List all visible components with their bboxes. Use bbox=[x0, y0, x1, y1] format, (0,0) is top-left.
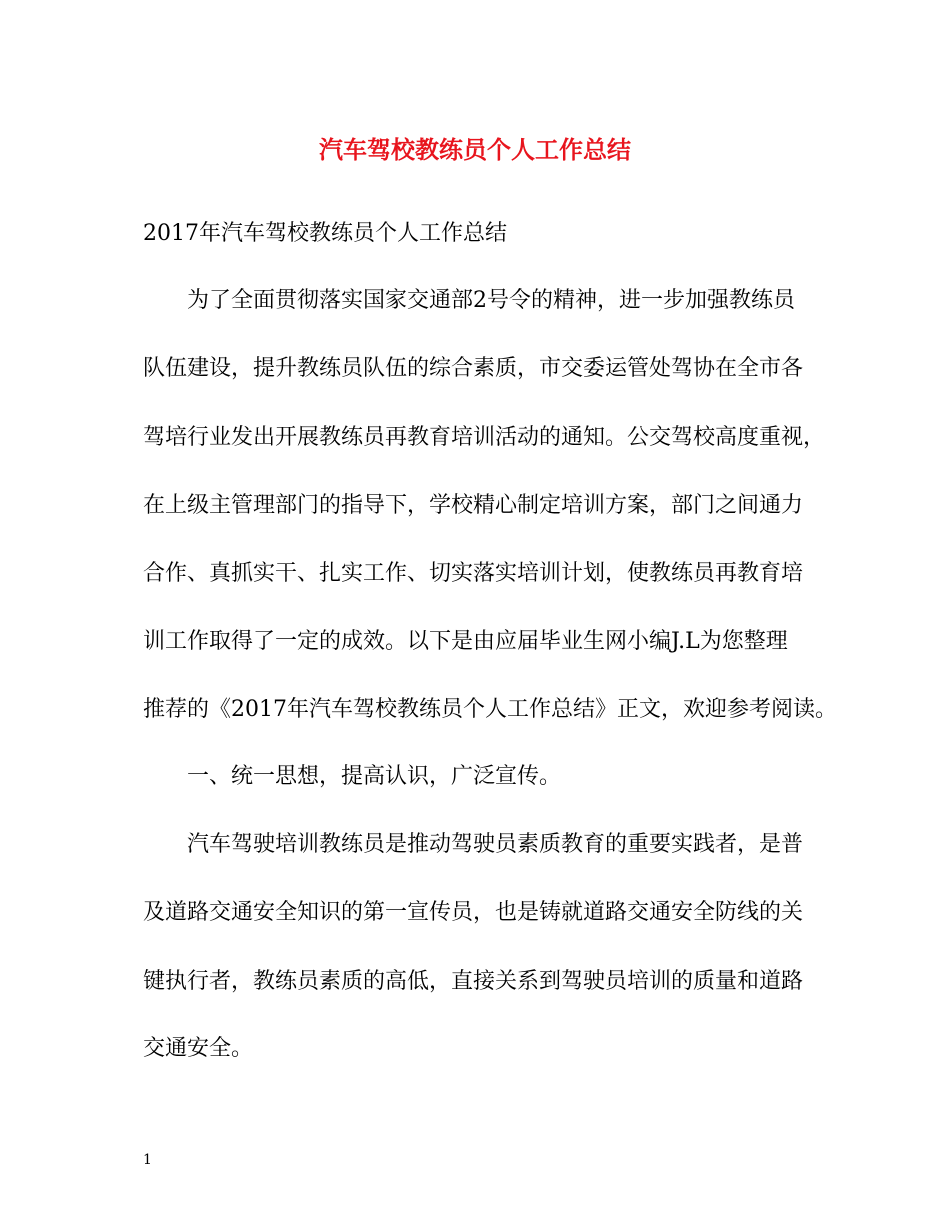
section-heading: 一、统一思想，提高认识，广泛宣传。 bbox=[187, 764, 562, 789]
paragraph-line: 在上级主管理部门的指导下，学校精心制定培训方案，部门之间通力 bbox=[143, 493, 804, 518]
page-number: 1 bbox=[143, 1152, 152, 1168]
paragraph-line: 推荐的《2017年汽车驾校教练员个人工作总结》正文，欢迎参考阅读。 bbox=[143, 697, 837, 722]
paragraph-line: 合作、真抓实干、扎实工作、切实落实培训计划，使教练员再教育培 bbox=[143, 561, 804, 586]
paragraph-line: 键执行者，教练员素质的高低，直接关系到驾驶员培训的质量和道路 bbox=[143, 969, 804, 994]
paragraph-line: 汽车驾驶培训教练员是推动驾驶员素质教育的重要实践者，是普 bbox=[187, 832, 804, 857]
paragraph-line: 交通安全。 bbox=[143, 1036, 254, 1061]
paragraph-line: 队伍建设，提升教练员队伍的综合素质，市交委运管处驾协在全市各 bbox=[143, 356, 804, 381]
paragraph-line: 为了全面贯彻落实国家交通部2号令的精神，进一步加强教练员 bbox=[187, 288, 795, 313]
paragraph-line: 驾培行业发出开展教练员再教育培训活动的通知。公交驾校高度重视， bbox=[143, 425, 826, 450]
document-subtitle: 2017年汽车驾校教练员个人工作总结 bbox=[143, 221, 507, 246]
document-title: 汽车驾校教练员个人工作总结 bbox=[319, 135, 631, 164]
paragraph-line: 及道路交通安全知识的第一宣传员，也是铸就道路交通安全防线的关 bbox=[143, 900, 804, 925]
paragraph-line: 训工作取得了一定的成效。以下是由应届毕业生网小编J.L为您整理 bbox=[143, 629, 788, 654]
